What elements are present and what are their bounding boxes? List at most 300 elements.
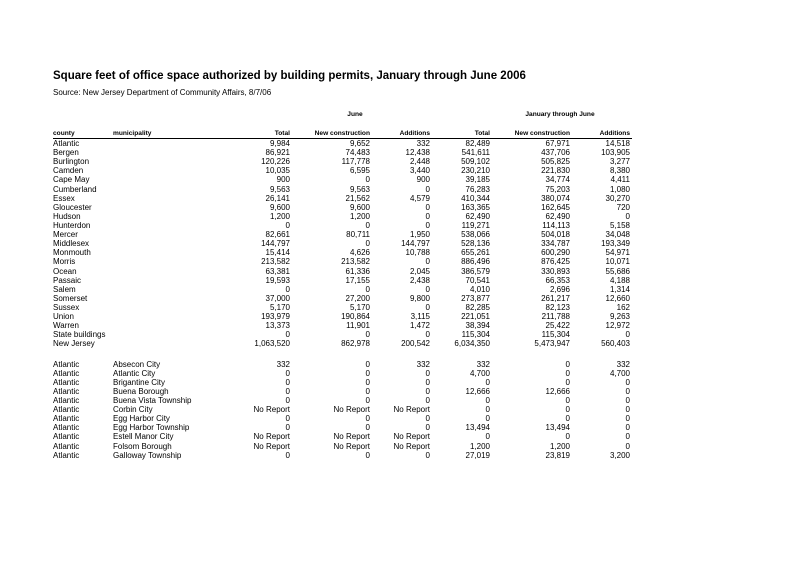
cell-ytd-total: 0 — [485, 395, 490, 405]
cell-county: Sussex — [53, 302, 80, 312]
cell-ytd-additions: 193,349 — [601, 239, 630, 249]
source-note: Source: New Jersey Department of Community Affairs, 8/7/06 — [53, 88, 272, 97]
group-header-june: June — [347, 111, 363, 118]
cell-ytd-total: 27,019 — [465, 450, 490, 460]
cell-municipality: Buena Borough — [113, 386, 169, 396]
cell-new-construction: 0 — [365, 423, 370, 433]
cell-total: 15,414 — [265, 248, 290, 258]
cell-ytd-new-construction: 380,074 — [541, 193, 570, 203]
cell-ytd-additions: 4,411 — [610, 175, 630, 185]
cell-total: 0 — [285, 395, 290, 405]
cell-ytd-total: 410,344 — [461, 193, 490, 203]
cell-new-construction: 213,582 — [341, 257, 370, 267]
cell-total: 63,381 — [265, 266, 290, 276]
cell-new-construction: 1,200 — [349, 211, 370, 221]
cell-ytd-total: 273,877 — [461, 293, 490, 303]
cell-ytd-new-construction: 221,830 — [541, 166, 570, 176]
cell-ytd-new-construction: 114,113 — [542, 220, 570, 230]
cell-ytd-new-construction: 5,473,947 — [534, 339, 570, 349]
cell-ytd-additions: 4,700 — [609, 368, 630, 378]
cell-total: 0 — [285, 423, 290, 433]
cell-county: Atlantic — [53, 432, 80, 442]
cell-new-construction: 80,711 — [346, 230, 370, 240]
cell-ytd-additions: 560,403 — [601, 339, 630, 349]
cell-ytd-new-construction: 23,819 — [545, 450, 570, 460]
cell-county: Cumberland — [53, 184, 97, 194]
cell-ytd-total: 62,490 — [465, 211, 490, 221]
cell-additions: 0 — [425, 284, 430, 294]
cell-new-construction: No Report — [333, 432, 370, 442]
cell-additions: No Report — [393, 441, 430, 451]
table-row — [0, 248, 800, 257]
table-row — [0, 451, 800, 460]
cell-total: 10,035 — [265, 166, 290, 176]
cell-additions: 0 — [425, 414, 430, 424]
cell-municipality: Egg Harbor City — [113, 414, 170, 424]
cell-county: Atlantic — [53, 441, 80, 451]
cell-ytd-new-construction: 330,893 — [541, 266, 570, 276]
cell-ytd-new-construction: 505,825 — [541, 157, 570, 167]
cell-ytd-additions: 9,263 — [609, 312, 630, 322]
cell-county: Gloucester — [53, 202, 92, 212]
cell-ytd-new-construction: 75,203 — [545, 184, 570, 194]
table-row — [0, 360, 800, 369]
cell-municipality: Absecon City — [113, 359, 161, 369]
cell-ytd-new-construction: 334,787 — [541, 239, 570, 249]
data-table — [0, 139, 800, 460]
cell-ytd-additions: 0 — [625, 395, 630, 405]
cell-municipality: Galloway Township — [113, 450, 182, 460]
cell-ytd-additions: 30,270 — [605, 193, 630, 203]
cell-ytd-additions: 0 — [625, 211, 630, 221]
cell-ytd-additions: 162 — [616, 302, 630, 312]
cell-additions: 3,440 — [409, 166, 430, 176]
table-row — [0, 194, 800, 203]
cell-additions: 0 — [425, 257, 430, 267]
cell-total: 900 — [276, 175, 290, 185]
cell-county: Atlantic — [53, 395, 80, 405]
cell-ytd-additions: 0 — [625, 423, 630, 433]
cell-municipality: Estell Manor City — [113, 432, 174, 442]
cell-new-construction: 0 — [365, 284, 370, 294]
cell-additions: 4,579 — [409, 193, 430, 203]
cell-additions: 0 — [425, 184, 430, 194]
cell-ytd-total: 655,261 — [461, 248, 490, 258]
table-row — [0, 414, 800, 423]
cell-ytd-new-construction: 0 — [565, 368, 570, 378]
cell-ytd-new-construction: 66,353 — [545, 275, 570, 285]
cell-additions: 0 — [425, 386, 430, 396]
cell-ytd-additions: 12,660 — [605, 293, 630, 303]
cell-total: 213,582 — [261, 257, 290, 267]
page-title: Square feet of office space authorized by building permits, January through June 2006 — [53, 70, 526, 82]
table-row — [0, 339, 800, 348]
table-row — [0, 230, 800, 239]
cell-ytd-additions: 10,071 — [605, 257, 630, 267]
cell-additions: 0 — [425, 211, 430, 221]
cell-ytd-additions: 54,971 — [605, 248, 630, 258]
cell-new-construction: 9,600 — [349, 202, 370, 212]
cell-ytd-additions: 3,277 — [609, 157, 630, 167]
cell-new-construction: No Report — [333, 441, 370, 451]
table-row — [0, 157, 800, 166]
cell-additions: 2,448 — [409, 157, 430, 167]
cell-new-construction: 0 — [365, 330, 370, 340]
cell-county: Atlantic — [53, 405, 80, 415]
cell-additions: 1,472 — [409, 321, 430, 331]
cell-municipality: Corbin City — [113, 405, 153, 415]
cell-ytd-new-construction: 13,494 — [545, 423, 570, 433]
cell-ytd-total: 13,494 — [465, 423, 490, 433]
group-header-ytd: January through June — [525, 111, 595, 118]
cell-ytd-additions: 720 — [616, 202, 630, 212]
cell-ytd-total: 0 — [485, 377, 490, 387]
cell-county: Atlantic — [53, 359, 80, 369]
cell-ytd-additions: 0 — [625, 441, 630, 451]
cell-county: Passaic — [53, 275, 82, 285]
cell-new-construction: 9,652 — [349, 139, 370, 148]
cell-ytd-additions: 14,518 — [605, 139, 630, 148]
cell-ytd-additions: 3,200 — [609, 450, 630, 460]
cell-ytd-total: 0 — [485, 405, 490, 415]
cell-ytd-total: 82,285 — [465, 302, 490, 312]
cell-total: 37,000 — [265, 293, 290, 303]
table-row — [0, 203, 800, 212]
cell-total: 82,661 — [265, 230, 290, 240]
cell-county: Cape May — [53, 175, 90, 185]
cell-county: Essex — [53, 193, 75, 203]
cell-ytd-additions: 0 — [625, 386, 630, 396]
section-gap — [0, 349, 800, 360]
cell-ytd-total: 541,611 — [461, 148, 490, 158]
cell-county: Warren — [53, 321, 79, 331]
cell-additions: 0 — [425, 423, 430, 433]
table-row — [0, 212, 800, 221]
cell-total: No Report — [253, 432, 290, 442]
cell-total: 13,373 — [265, 321, 290, 331]
col-header-new-construction: New construction — [314, 130, 370, 137]
cell-total: 19,593 — [265, 275, 290, 285]
cell-new-construction: 9,563 — [349, 184, 370, 194]
cell-ytd-additions: 332 — [616, 359, 630, 369]
cell-total: 193,979 — [261, 312, 290, 322]
cell-county: Salem — [53, 284, 76, 294]
cell-county: Atlantic — [53, 414, 80, 424]
cell-total: 86,921 — [265, 148, 290, 158]
cell-new-construction: 862,978 — [341, 339, 370, 349]
cell-ytd-additions: 0 — [625, 405, 630, 415]
cell-new-construction: 11,901 — [346, 321, 370, 331]
cell-ytd-new-construction: 1,200 — [549, 441, 570, 451]
cell-ytd-new-construction: 600,290 — [541, 248, 570, 258]
cell-additions: No Report — [393, 432, 430, 442]
cell-total: 0 — [285, 377, 290, 387]
table-row — [0, 423, 800, 432]
table-row — [0, 303, 800, 312]
table-row — [0, 148, 800, 157]
table-row — [0, 442, 800, 451]
cell-new-construction: 21,562 — [345, 193, 370, 203]
cell-total: 0 — [285, 284, 290, 294]
cell-county: Bergen — [53, 148, 79, 158]
cell-ytd-new-construction: 0 — [565, 395, 570, 405]
column-header-row — [0, 129, 800, 138]
cell-ytd-total: 386,579 — [461, 266, 490, 276]
cell-ytd-new-construction: 115,304 — [541, 330, 570, 340]
cell-new-construction: 0 — [365, 368, 370, 378]
cell-ytd-total: 332 — [476, 359, 490, 369]
cell-new-construction: 0 — [365, 386, 370, 396]
table-row — [0, 405, 800, 414]
cell-total: 0 — [285, 414, 290, 424]
cell-ytd-total: 163,365 — [461, 202, 490, 212]
cell-additions: 332 — [416, 359, 430, 369]
cell-ytd-total: 0 — [485, 432, 490, 442]
cell-additions: No Report — [393, 405, 430, 415]
table-row — [0, 221, 800, 230]
cell-ytd-total: 39,185 — [465, 175, 490, 185]
cell-additions: 0 — [425, 220, 430, 230]
table-row — [0, 330, 800, 339]
cell-ytd-total: 509,102 — [461, 157, 490, 167]
cell-ytd-new-construction: 876,425 — [541, 257, 570, 267]
cell-ytd-total: 230,210 — [461, 166, 490, 176]
cell-new-construction: 0 — [365, 414, 370, 424]
cell-ytd-total: 0 — [485, 414, 490, 424]
cell-ytd-new-construction: 0 — [565, 405, 570, 415]
col-header-ytd-additions: Additions — [599, 130, 630, 137]
cell-ytd-total: 4,010 — [469, 284, 490, 294]
cell-ytd-new-construction: 261,217 — [541, 293, 570, 303]
table-row — [0, 276, 800, 285]
cell-ytd-new-construction: 0 — [565, 432, 570, 442]
cell-municipality: Atlantic City — [113, 368, 156, 378]
cell-ytd-total: 6,034,350 — [454, 339, 490, 349]
cell-county: Hunterdon — [53, 220, 91, 230]
cell-ytd-new-construction: 0 — [565, 377, 570, 387]
cell-total: 9,984 — [269, 139, 290, 148]
cell-ytd-additions: 55,686 — [605, 266, 630, 276]
cell-new-construction: 0 — [365, 395, 370, 405]
table-row — [0, 369, 800, 378]
cell-ytd-new-construction: 504,018 — [541, 230, 570, 240]
cell-ytd-additions: 0 — [625, 330, 630, 340]
municipal-rows — [0, 360, 800, 460]
cell-total: 0 — [285, 368, 290, 378]
cell-new-construction: 0 — [365, 239, 370, 249]
cell-additions: 900 — [416, 175, 430, 185]
table-row — [0, 294, 800, 303]
cell-additions: 3,115 — [410, 312, 430, 322]
cell-county: Atlantic — [53, 139, 80, 148]
cell-county: Burlington — [53, 157, 90, 167]
cell-ytd-new-construction: 12,666 — [545, 386, 570, 396]
cell-municipality: Folsom Borough — [113, 441, 172, 451]
cell-additions: 1,950 — [409, 230, 430, 240]
cell-new-construction: 27,200 — [345, 293, 370, 303]
cell-ytd-additions: 1,080 — [609, 184, 630, 194]
cell-ytd-total: 115,304 — [461, 330, 490, 340]
cell-ytd-additions: 103,905 — [601, 148, 630, 158]
cell-total: 332 — [276, 359, 290, 369]
cell-county: Monmouth — [53, 248, 91, 258]
cell-ytd-additions: 0 — [625, 432, 630, 442]
cell-ytd-total: 221,051 — [461, 312, 490, 322]
cell-additions: 0 — [425, 450, 430, 460]
cell-total: 9,600 — [269, 202, 290, 212]
table-row — [0, 257, 800, 266]
cell-additions: 2,045 — [409, 266, 430, 276]
cell-additions: 0 — [425, 395, 430, 405]
cell-new-construction: 0 — [365, 175, 370, 185]
cell-total: 120,226 — [261, 157, 290, 167]
cell-ytd-new-construction: 62,490 — [545, 211, 570, 221]
col-header-ytd-total: Total — [474, 130, 490, 137]
cell-additions: 12,438 — [405, 148, 430, 158]
cell-county: Hudson — [53, 211, 81, 221]
cell-ytd-total: 538,066 — [461, 230, 490, 240]
cell-ytd-total: 4,700 — [469, 368, 490, 378]
cell-total: No Report — [253, 441, 290, 451]
table-row — [0, 396, 800, 405]
cell-county: Union — [53, 312, 74, 322]
cell-additions: 332 — [416, 139, 430, 148]
col-header-municipality: municipality — [113, 130, 152, 137]
table-row — [0, 267, 800, 276]
cell-additions: 9,800 — [409, 293, 430, 303]
cell-ytd-additions: 8,380 — [609, 166, 630, 176]
cell-new-construction: 4,626 — [349, 248, 370, 258]
cell-ytd-new-construction: 25,422 — [545, 321, 570, 331]
table-row — [0, 312, 800, 321]
cell-new-construction: 0 — [365, 359, 370, 369]
cell-ytd-additions: 0 — [625, 377, 630, 387]
cell-new-construction: 61,336 — [345, 266, 370, 276]
cell-total: 1,200 — [269, 211, 290, 221]
cell-total: 0 — [285, 220, 290, 230]
cell-ytd-additions: 5,158 — [609, 220, 630, 230]
cell-ytd-total: 528,136 — [461, 239, 490, 249]
cell-county: Atlantic — [53, 423, 80, 433]
cell-ytd-total: 38,394 — [465, 321, 490, 331]
cell-additions: 2,438 — [409, 275, 430, 285]
cell-ytd-new-construction: 2,696 — [549, 284, 570, 294]
cell-ytd-new-construction: 162,645 — [541, 202, 570, 212]
cell-county: Atlantic — [53, 450, 80, 460]
cell-ytd-total: 886,496 — [461, 257, 490, 267]
cell-county: Morris — [53, 257, 76, 267]
table-row — [0, 321, 800, 330]
col-header-ytd-new-construction: New construction — [514, 130, 570, 137]
cell-total: No Report — [253, 405, 290, 415]
cell-county: Ocean — [53, 266, 77, 276]
cell-ytd-new-construction: 82,123 — [545, 302, 570, 312]
cell-total: 144,797 — [261, 239, 290, 249]
table-row — [0, 378, 800, 387]
col-header-county: county — [53, 130, 75, 137]
cell-ytd-additions: 34,048 — [605, 230, 630, 240]
cell-ytd-total: 70,541 — [465, 275, 490, 285]
table-row — [0, 387, 800, 396]
cell-additions: 0 — [425, 202, 430, 212]
table-row — [0, 139, 800, 148]
cell-ytd-new-construction: 0 — [565, 414, 570, 424]
cell-new-construction: 190,864 — [341, 312, 370, 322]
cell-additions: 0 — [425, 377, 430, 387]
cell-total: 0 — [285, 386, 290, 396]
cell-new-construction: 117,778 — [341, 157, 370, 167]
cell-county: Somerset — [53, 293, 88, 303]
col-header-additions: Additions — [399, 130, 430, 137]
cell-total: 0 — [285, 330, 290, 340]
cell-county: Atlantic — [53, 386, 80, 396]
cell-ytd-total: 82,489 — [465, 139, 490, 148]
table-row — [0, 185, 800, 194]
col-header-total: Total — [274, 130, 290, 137]
cell-ytd-new-construction: 0 — [565, 359, 570, 369]
table-row — [0, 239, 800, 248]
cell-ytd-additions: 4,188 — [609, 275, 630, 285]
cell-total: 1,063,520 — [254, 339, 290, 349]
table-row — [0, 166, 800, 175]
cell-additions: 0 — [425, 302, 430, 312]
cell-ytd-additions: 1,314 — [609, 284, 630, 294]
table-row — [0, 285, 800, 294]
cell-county: Camden — [53, 166, 84, 176]
cell-ytd-total: 119,271 — [461, 220, 490, 230]
cell-ytd-new-construction: 211,788 — [541, 312, 570, 322]
cell-additions: 200,542 — [401, 339, 430, 349]
county-rows — [0, 139, 800, 349]
cell-municipality: Egg Harbor Township — [113, 423, 190, 433]
cell-county: State buildings — [53, 330, 106, 340]
cell-total: 9,563 — [269, 184, 290, 194]
cell-county: Middlesex — [53, 239, 90, 249]
cell-additions: 0 — [425, 330, 430, 340]
cell-additions: 10,788 — [405, 248, 430, 258]
cell-county: New Jersey — [53, 339, 95, 349]
cell-total: 26,141 — [265, 193, 290, 203]
cell-total: 5,170 — [269, 302, 290, 312]
cell-new-construction: 0 — [365, 220, 370, 230]
cell-new-construction: 0 — [365, 450, 370, 460]
cell-ytd-total: 12,666 — [465, 386, 490, 396]
cell-ytd-total: 76,283 — [465, 184, 490, 194]
cell-new-construction: 74,483 — [345, 148, 370, 158]
cell-county: Atlantic — [53, 368, 80, 378]
cell-municipality: Buena Vista Township — [113, 395, 192, 405]
cell-county: Atlantic — [53, 377, 80, 387]
cell-additions: 144,797 — [401, 239, 430, 249]
cell-ytd-additions: 12,972 — [605, 321, 630, 331]
cell-total: 0 — [285, 450, 290, 460]
table-row — [0, 432, 800, 441]
cell-ytd-new-construction: 67,971 — [545, 139, 570, 148]
cell-additions: 0 — [425, 368, 430, 378]
cell-ytd-additions: 0 — [625, 414, 630, 424]
cell-new-construction: 17,155 — [345, 275, 370, 285]
cell-new-construction: 0 — [365, 377, 370, 387]
cell-ytd-total: 1,200 — [469, 441, 490, 451]
table-row — [0, 175, 800, 184]
cell-new-construction: No Report — [333, 405, 370, 415]
cell-ytd-new-construction: 437,706 — [541, 148, 570, 158]
cell-municipality: Brigantine City — [113, 377, 166, 387]
cell-ytd-new-construction: 34,774 — [545, 175, 570, 185]
cell-county: Mercer — [53, 230, 78, 240]
cell-new-construction: 6,595 — [349, 166, 370, 176]
cell-new-construction: 5,170 — [349, 302, 370, 312]
